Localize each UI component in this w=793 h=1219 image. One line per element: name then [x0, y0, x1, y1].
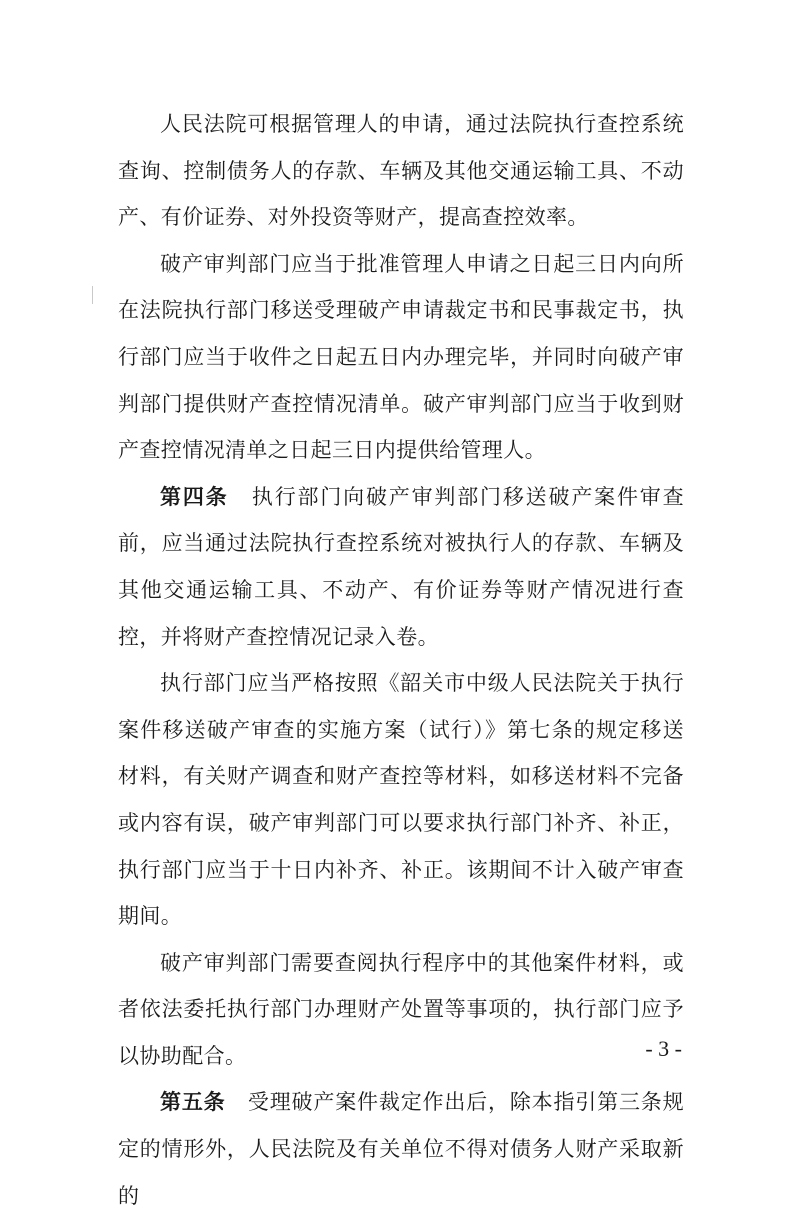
- paragraph: [118, 101, 684, 241]
- paragraph-text: 人民法院可根据管理人的申请，通过法院执行查控系统查询、控制债务人的存款、车辆及其他交通运输工具、不动产、有价证券、对外投资等财产，提高查控效率。: [118, 112, 684, 230]
- paragraph: [118, 241, 684, 474]
- article-heading: 第五条: [160, 1090, 226, 1115]
- paragraph-text: 破产审判部门应当于批准管理人申请之日起三日内向所在法院执行部门移送受理破产申请裁定书和民事裁定书，执行部门应当于收件之日起五日内办理完毕，并同时向破产审判部门提供财产查控情况清单。破产审判部门应当于收到财产查控情况清单之日起三日内提供给管理人。: [118, 251, 684, 463]
- article-paragraph: [118, 1079, 684, 1219]
- paragraph-text: 执行部门应当严格按照《韶关市中级人民法院关于执行案件移送破产审查的实施方案（试行）》第七条的规定移送材料，有关财产调查和财产查控等材料，如移送材料不完备或内容有误，破产审判部门可以要求执行部门补齐、补正，执行部门应当于十日内补齐、补正。该期间不计入破产审查期间。: [118, 671, 684, 929]
- paragraph: [118, 940, 684, 1080]
- scan-margin-mark: [92, 286, 93, 304]
- document-body: [118, 101, 684, 1219]
- paragraph: [118, 660, 684, 940]
- article-paragraph: [118, 474, 684, 660]
- article-heading: 第四条: [160, 484, 229, 509]
- paragraph-text: 执行部门向破产审判部门移送破产案件审查前，应当通过法院执行查控系统对被执行人的存款、车辆及其他交通运输工具、不动产、有价证券等财产情况进行查控，并将财产查控情况记录入卷。: [118, 484, 684, 649]
- paragraph-text: 破产审判部门需要查阅执行程序中的其他案件材料，或者依法委托执行部门办理财产处置等事项的，执行部门应予以协助配合。: [118, 950, 684, 1068]
- page-number: - 3 -: [645, 1036, 682, 1061]
- paragraph-text: 受理破产案件裁定作出后，除本指引第三条规定的情形外，人民法院及有关单位不得对债务人财产采取新的: [118, 1090, 685, 1208]
